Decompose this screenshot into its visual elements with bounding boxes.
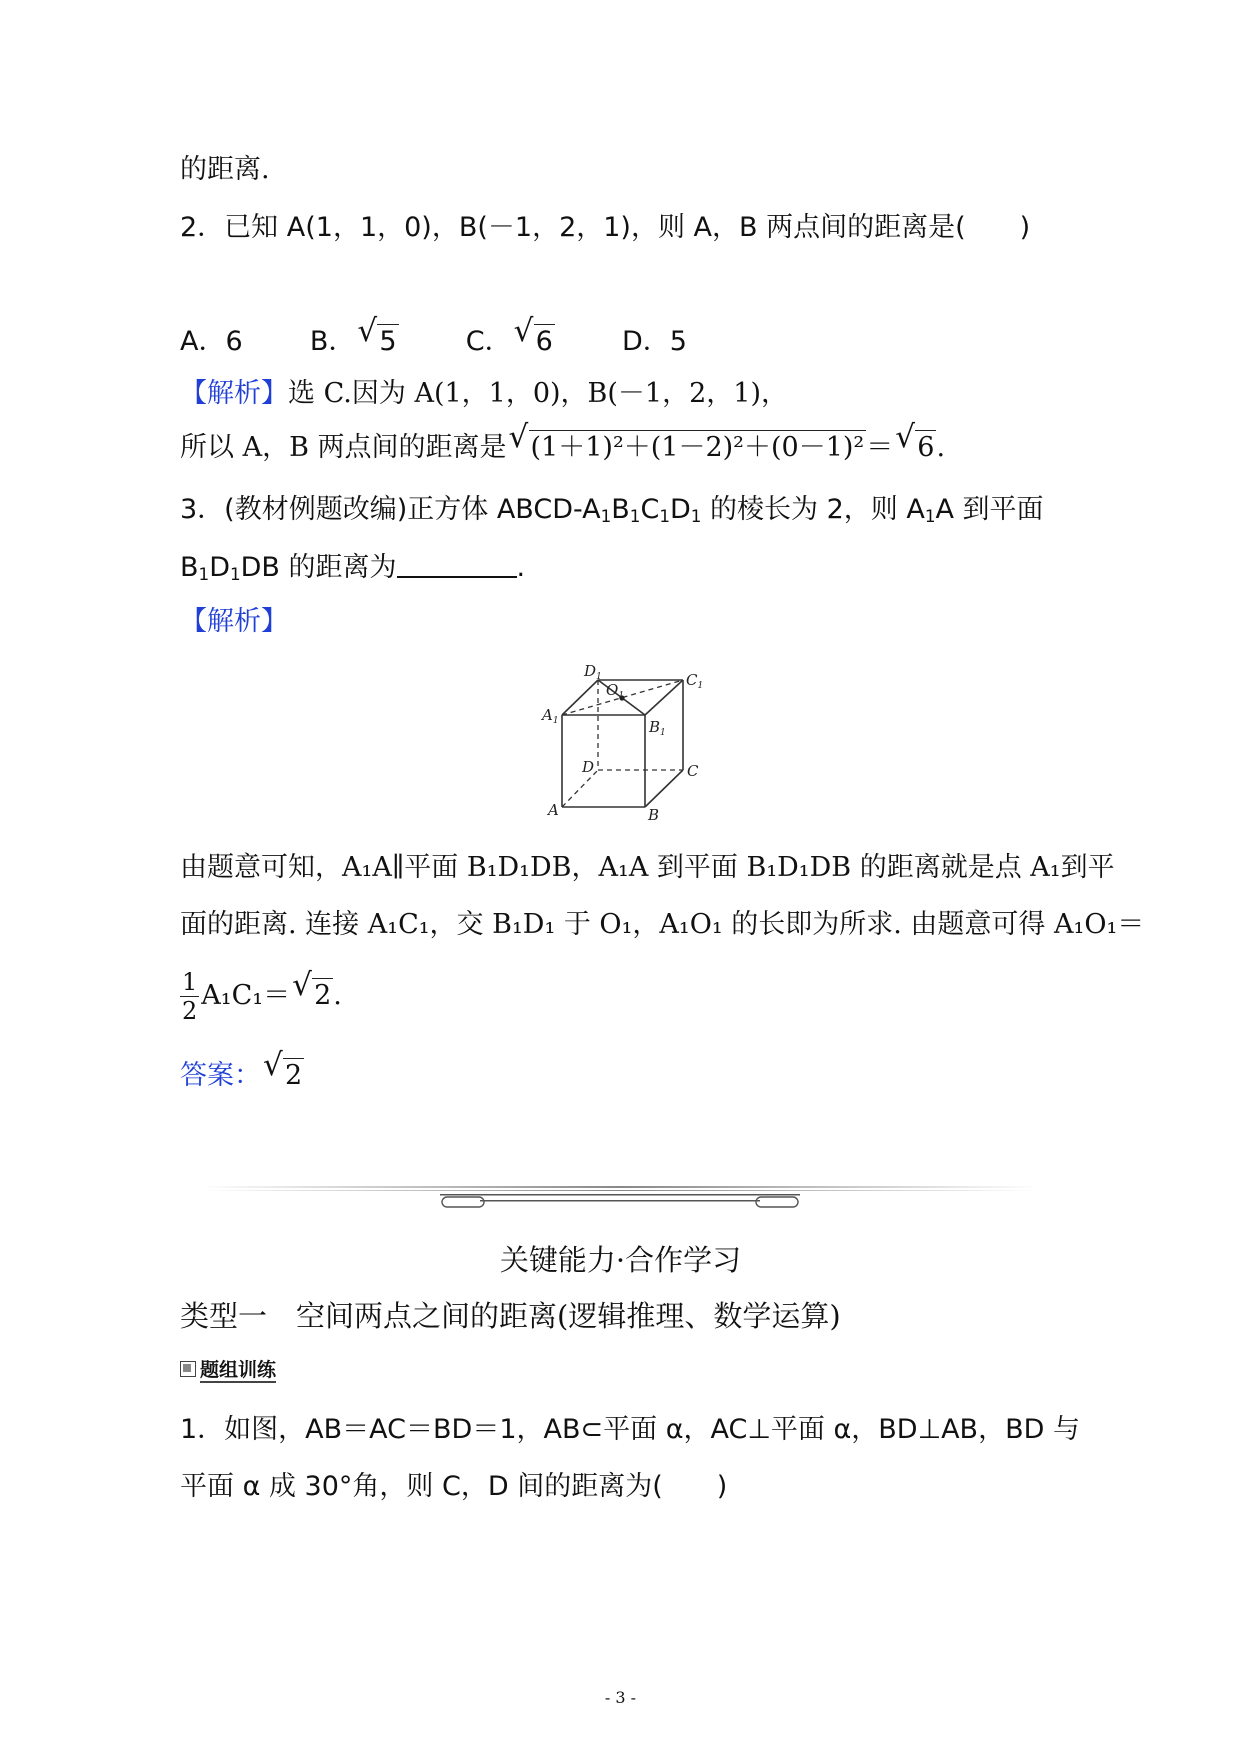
q3-explain-line2: 面的距离. 连接 A₁C₁，交 B₁D₁ 于 O₁，A₁O₁ 的长即为所求. 由题意可得 A₁O₁＝ — [180, 909, 1145, 940]
section-title: 关键能力·合作学习 — [499, 1243, 742, 1277]
label-a1: $A_1$ — [542, 706, 559, 726]
training-badge-icon — [180, 1361, 196, 1377]
label-b: B — [648, 806, 660, 820]
section-divider — [180, 1185, 1060, 1215]
label-o1: $O_1$ — [606, 681, 625, 701]
q3-stem-line2: $B_1D_1DB$ 的距离为 . — [180, 552, 526, 585]
label-b1: $B_1$ — [649, 718, 666, 738]
label-c1: $C_1$ — [686, 671, 704, 691]
q3-explain-line3: $\frac{1}{2}$ A₁C₁＝ √ 2. — [182, 967, 342, 1025]
q3-stem-line1: 3．(教材例题改编)正方体 ABCD-$A_1B_1C_1D_1$ 的棱长为 2，则 $A_1A$ 到平面 — [180, 494, 1044, 527]
q2-options — [180, 313, 687, 362]
q2-jiexi-line2: 所以 A，B 两点间的距离是 √ (1＋1)²＋(1－2)²＋(0－1)²＝ √ 6. — [180, 419, 946, 463]
label-a: A — [548, 801, 559, 819]
jiexi-tag: 【解析】 — [180, 378, 288, 409]
q2-option-c[interactable]: C． √ 6 — [465, 313, 553, 357]
answer-blank[interactable] — [397, 550, 517, 578]
group-training-tag: 题组训练 — [180, 1356, 276, 1384]
cube-figure — [540, 660, 720, 820]
type1-title: 类型一 空间两点之间的距离(逻辑推理、数学运算) — [180, 1299, 841, 1333]
q1-stem-line2: 平面 α 成 30°角，则 C，D 间的距离为( ) — [180, 1471, 728, 1502]
label-c: C — [687, 762, 699, 780]
fraction-one-half: $\frac{1}{2}$ — [182, 968, 198, 1025]
q2-option-d[interactable]: D．5 — [621, 326, 687, 357]
label-d: D — [582, 758, 595, 776]
q1-stem-line1: 1．如图，AB＝AC＝BD＝1，AB⊂平面 α，AC⊥平面 α，BD⊥AB，BD 与 — [180, 1414, 1080, 1445]
q3-answer: 答案： √ 2 — [180, 1047, 303, 1091]
page-number: - 3 - — [604, 1688, 637, 1707]
q3-jiexi-tag: 【解析】 — [180, 606, 288, 637]
prev-question-tail: 的距离. — [180, 154, 270, 185]
q3-explain-line1: 由题意可知，A₁A∥平面 B₁D₁DB，A₁A 到平面 B₁D₁DB 的距离就是点 A₁到平 — [180, 852, 1115, 883]
q2-option-b[interactable]: B． √ 5 — [309, 313, 397, 357]
q2-stem: 2．已知 A(1，1，0)，B(－1，2，1)，则 A，B 两点间的距离是( ) — [180, 212, 1031, 243]
label-d1: $D_1$ — [584, 662, 602, 682]
q2-jiexi-line1: 【解析】选 C.因为 A(1，1，0)，B(－1，2，1)， — [180, 378, 788, 409]
q2-option-a[interactable]: A．6 — [180, 326, 243, 357]
